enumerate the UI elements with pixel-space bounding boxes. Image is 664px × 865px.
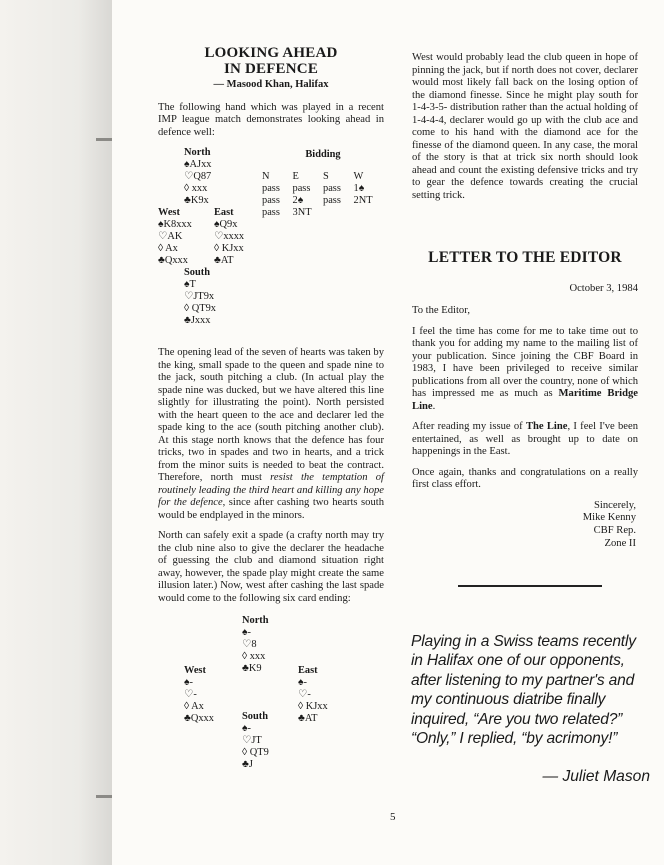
bidding-label: Bidding xyxy=(305,149,341,160)
hand-line: ♡xxxx xyxy=(214,231,245,242)
hand-line: ♠K8xxx xyxy=(158,219,192,230)
hand-line: ♣J xyxy=(242,759,253,770)
hand-line: ♣Qxxx xyxy=(184,713,214,724)
hand-line: ♣Qxxx xyxy=(158,255,188,266)
hand-line: ◊ KJxx xyxy=(298,701,328,712)
hand-line: ◊ QT9x xyxy=(184,303,216,314)
hand-line: ♡8 xyxy=(242,639,257,650)
quote-text: Playing in a Swiss teams recently in Halifax one of our opponents, after listening to my partner's and my continuous diatribe finally inquired, “Are you two related?” “Only,” I replied, “by acrimony!” xyxy=(411,633,636,748)
hand-line: ♣AT xyxy=(298,713,318,724)
hand-west: West ♠K8xxx ♡AK ◊ Ax ♣Qxxx xyxy=(158,207,192,266)
hand-line: ♠- xyxy=(298,677,307,688)
hand-east: East ♠Q9x ♡xxxx ◊ KJxx ♣AT xyxy=(214,207,245,266)
bidding-header: N E S W xyxy=(262,171,364,182)
hand-line: ♡AK xyxy=(158,231,183,242)
right-column xyxy=(412,52,638,550)
article-title-line2: IN DEFENCE xyxy=(223,61,319,77)
hand-line: ♡JT9x xyxy=(184,291,215,302)
article-title xyxy=(158,45,384,77)
bidding-row: pass 3NT xyxy=(262,207,312,218)
hand-line: ♠AJxx xyxy=(184,159,212,170)
publication-name: The Line xyxy=(525,421,568,432)
hand-south: South ♠- ♡JT ◊ QT9 ♣J xyxy=(242,711,269,770)
hand-line: ◊ QT9 xyxy=(242,747,269,758)
letter-signature: Sincerely, Mike Kenny CBF Rep. Zone II xyxy=(582,499,636,549)
hand-line: ♠- xyxy=(242,627,251,638)
hand-line: ◊ KJxx xyxy=(214,243,244,254)
hand-line: ♡- xyxy=(184,689,197,700)
article-column xyxy=(158,45,384,775)
article-title-line1: LOOKING AHEAD xyxy=(204,45,338,61)
bidding-table xyxy=(262,149,384,219)
booklet-binding xyxy=(0,0,113,865)
hand-north: North ♠AJxx ♡Q87 ◊ xxx ♣K9x xyxy=(184,147,212,206)
hand-line: ◊ Ax xyxy=(158,243,178,254)
hand-south: South ♠T ♡JT9x ◊ QT9x ♣Jxxx xyxy=(184,267,216,326)
hand-line: ♠- xyxy=(184,677,193,688)
letter-paragraph: Once again, thanks and congratulations on a really first class effort. xyxy=(412,466,638,490)
hand-line: ♠Q9x xyxy=(214,219,238,230)
article-intro: The following hand which was played in a recent IMP league match demonstrates looking ahead in defence well: xyxy=(158,101,384,138)
hand-north: North ♠- ♡8 ◊ xxx ♣K9 xyxy=(242,615,269,674)
section-divider xyxy=(458,585,602,587)
hand-line: ♣K9x xyxy=(184,195,209,206)
hand-line: ♣K9 xyxy=(242,663,262,674)
page-number: 5 xyxy=(390,811,396,823)
emphasis-text: resist the temptation of routinely leading the third heart and killing any hope for the defence xyxy=(158,472,384,508)
letter-date: October 3, 1984 xyxy=(569,282,638,294)
quote-author: — Juliet Mason xyxy=(542,768,650,785)
article-paragraph: West would probably lead the club queen in hope of pinning the jack, but if north does not cover, declarer would most likely fall back on the losing option of the diamond finesse. Since he might play south for 1-4-3-5- distribution rather than the actual holding of 1-4-4-4, declarer would go up with the club ace and come to his hand with the diamond ace for the finesse of the diamond queen. In any case, the moral of the story is that at trick six north should look ahead and count the existing defensive tricks and try to gear the defence towards creating the crucial setting trick. xyxy=(412,52,638,201)
letter-paragraph: I feel the time has come for me to take time out to thank you for adding my name to the mailing list of your publication. Since joining the CBF Board in 1983, I have been privileged to receive similar publications from all over the country, none of which has impressed me as much as Maritime Bridge Line. xyxy=(412,325,638,412)
article-byline: — Masood Khan, Halifax xyxy=(213,79,329,90)
hand-line: ◊ xxx xyxy=(184,183,208,194)
hand-west: West ♠- ♡- ◊ Ax ♣Qxxx xyxy=(184,665,214,724)
hand-line: ♣AT xyxy=(214,255,234,266)
article-paragraph: North can safely exit a spade (a crafty north may try the club nine also to give the declarer the headache of guessing the club and diamond situation right away, however, the spade play might create the same illusion later.) Now, west after cashing the last spade would come to the following six card ending: xyxy=(158,530,384,604)
hand-line: ♠- xyxy=(242,723,251,734)
deal-diagram-1 xyxy=(158,147,384,339)
letter-title: LETTER TO THE EDITOR xyxy=(428,249,622,266)
hand-line: ◊ xxx xyxy=(242,651,266,662)
bidding-row: pass pass pass 1♠ xyxy=(262,183,365,194)
bidding-row: pass 2♠ pass 2NT xyxy=(262,195,373,206)
hand-line: ♡JT xyxy=(242,735,262,746)
deal-diagram-2 xyxy=(158,615,384,775)
hand-line: ◊ Ax xyxy=(184,701,204,712)
publication-name: Maritime Bridge Line xyxy=(412,388,638,412)
letter-salutation: To the Editor, xyxy=(412,305,470,316)
article-paragraph: The opening lead of the seven of hearts was taken by the king, small spade to the queen and spade nine to the jack, south pitching a club. (In actual play the spade nine was ducked, but we have altered this line slightly for illustrating the point). North persisted with the heart queen to the ace and declarer led the spade king to the ace (south pitching another club). At this stage north knows that the defence has four tricks, two in spades and two in hearts, and a trick from the minor suits is needed to beat the contract. Therefore, north must resist the temptation of routinely leading the third heart and killing any hope for the defence, since after cashing two hearts south would be endplayed in the minors. xyxy=(158,347,384,521)
hand-line: ♡- xyxy=(298,689,311,700)
letter-paragraph: After reading my issue of The Line, I feel I've been entertained, as well as brought up to date on happenings in the East. xyxy=(412,421,638,457)
hand-line: ♠T xyxy=(184,279,196,290)
hand-line: ♣Jxxx xyxy=(184,315,211,326)
hand-line: ♡Q87 xyxy=(184,171,212,182)
hand-east: East ♠- ♡- ◊ KJxx ♣AT xyxy=(298,665,328,724)
